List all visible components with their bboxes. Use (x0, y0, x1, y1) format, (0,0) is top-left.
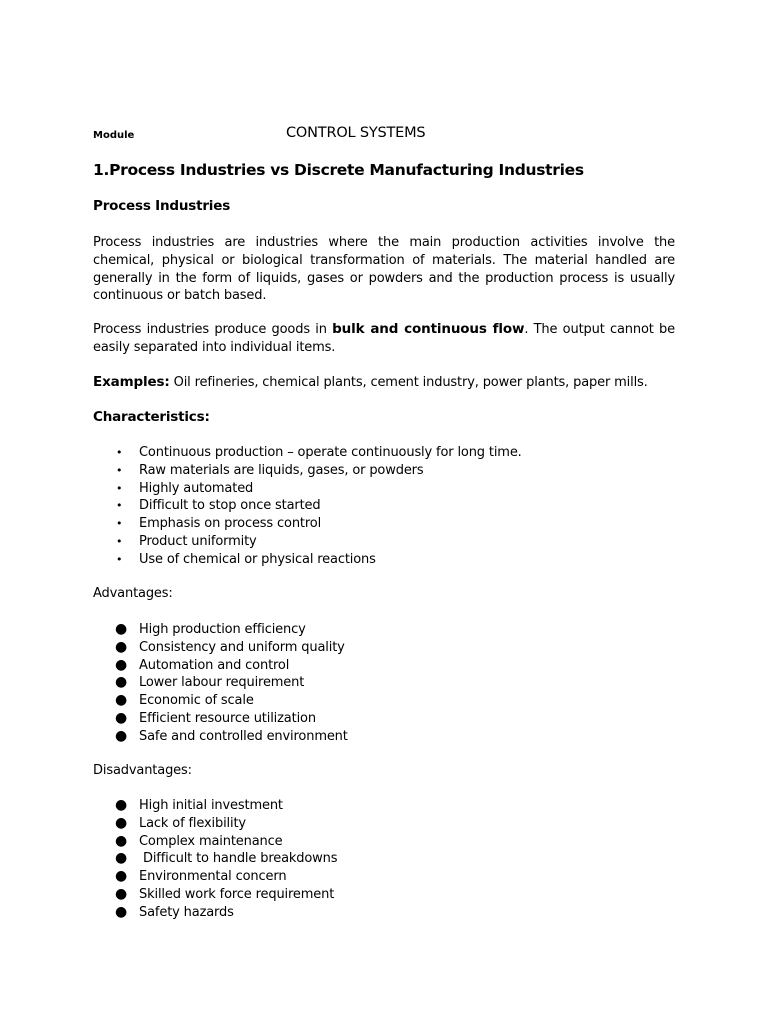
examples-line (93, 374, 648, 390)
list-item (93, 515, 522, 533)
list-item-text: Product uniformity (139, 533, 257, 549)
examples-text: Oil refineries, chemical plants, cement industry, power plants, paper mills. (169, 375, 648, 390)
list-item-text: Use of chemical or physical reactions (139, 551, 376, 567)
list-item (93, 444, 522, 462)
list-item-text: Automation and control (139, 657, 290, 673)
list-item-text: Highly automated (139, 480, 254, 496)
examples-label: Examples: (93, 374, 170, 390)
list-item (93, 639, 348, 657)
bullet-icon: ● (115, 814, 128, 831)
advantages-list (93, 621, 348, 746)
bullet-icon: • (116, 499, 123, 513)
bullet-icon: • (116, 463, 123, 477)
bullet-icon: • (116, 517, 123, 531)
list-item-text: Raw materials are liquids, gases, or powders (139, 462, 424, 478)
list-item-text: Economic of scale (139, 693, 254, 709)
bullet-icon: ● (115, 709, 128, 726)
list-item (93, 815, 337, 833)
list-item (93, 710, 348, 728)
bullet-icon: • (116, 446, 123, 459)
bullet-icon: • (116, 534, 123, 548)
bullet-icon: ● (115, 727, 128, 744)
bullet-icon: ● (115, 692, 128, 709)
bullet-icon: • (116, 481, 123, 495)
list-item-text: Efficient resource utilization (139, 710, 316, 726)
bullet-icon: ● (115, 638, 128, 655)
subsection-heading: Process Industries (93, 198, 231, 214)
list-item-text: Difficult to handle breakdowns (139, 851, 338, 867)
list-item-text: Lack of flexibility (139, 815, 246, 831)
document-title: CONTROL SYSTEMS (286, 125, 426, 141)
list-item-text: Complex maintenance (139, 833, 283, 849)
list-item-text: Consistency and uniform quality (139, 639, 345, 655)
list-item-text: Continuous production – operate continuously for long time. (139, 445, 522, 460)
list-item-text: Skilled work force requirement (139, 886, 335, 902)
bullet-icon: • (116, 552, 123, 566)
list-item (93, 868, 337, 886)
paragraph-bold-phrase: bulk and continuous flow (332, 321, 525, 337)
list-item (93, 833, 337, 851)
list-item-text: Safe and controlled environment (139, 728, 348, 744)
list-item-text: Environmental concern (139, 869, 287, 885)
paragraph-text-before: Process industries produce goods in (93, 322, 333, 337)
disadvantages-heading: Disadvantages: (93, 763, 192, 778)
section-heading: 1.Process Industries vs Discrete Manufacturing Industries (93, 161, 584, 179)
disadvantages-list (93, 797, 337, 922)
bullet-icon: ● (115, 797, 128, 813)
bullet-icon: ● (115, 621, 128, 637)
list-item-text: Emphasis on process control (139, 516, 322, 532)
list-item (93, 904, 337, 922)
list-item (93, 533, 522, 551)
paragraph-text-after: . The output cannot be easily separated into individual items. (93, 322, 676, 355)
list-item (93, 657, 348, 675)
list-item-text: High production efficiency (139, 622, 306, 637)
list-item (93, 692, 348, 710)
characteristics-list (93, 444, 522, 569)
list-item (93, 551, 522, 569)
characteristics-heading: Characteristics: (93, 409, 210, 425)
list-item-text: Difficult to stop once started (139, 498, 321, 514)
list-item (93, 462, 522, 480)
list-item (93, 674, 348, 692)
bullet-icon: ● (115, 674, 128, 691)
bullet-icon: ● (115, 832, 128, 849)
paragraph-definition: Process industries are industries where the main production activities involve the chemical, physical or biological transformation of materials. The material handled are generally in the form of liquids, gases or powders and the production process is usually continuous or batch based. (93, 235, 675, 304)
list-item (93, 728, 348, 746)
list-item-text: Lower labour requirement (139, 675, 305, 691)
list-item (93, 497, 522, 515)
list-item (93, 480, 522, 498)
paragraph-bulk-flow (93, 321, 675, 357)
list-item (93, 850, 337, 868)
list-item-text: High initial investment (139, 798, 283, 813)
list-item (93, 621, 348, 639)
bullet-icon: ● (115, 850, 128, 867)
bullet-icon: ● (115, 885, 128, 902)
advantages-heading: Advantages: (93, 586, 173, 601)
bullet-icon: ● (115, 656, 128, 673)
list-item (93, 886, 337, 904)
list-item (93, 797, 337, 815)
list-item-text: Safety hazards (139, 904, 234, 920)
document-header (93, 124, 675, 146)
bullet-icon: ● (115, 868, 128, 885)
bullet-icon: ● (115, 903, 128, 920)
module-label: Module (93, 130, 135, 141)
